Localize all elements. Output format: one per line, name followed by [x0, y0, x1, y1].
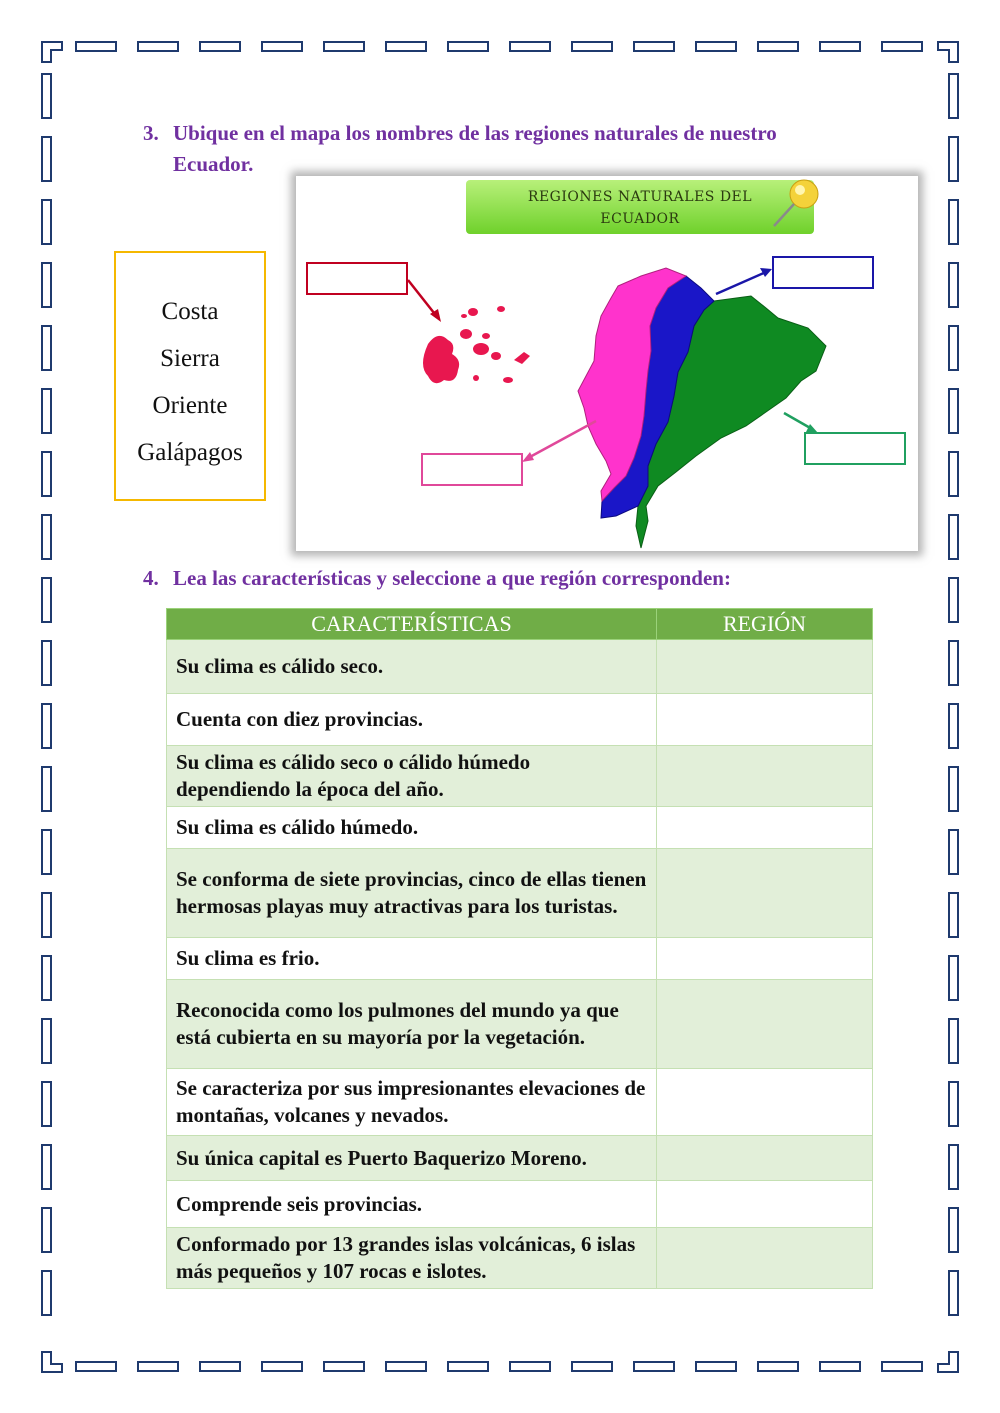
characteristic-cell: Reconocida como los pulmones del mundo ya que está cubierta en su mayoría por la vegetación. [167, 980, 657, 1069]
table-row [167, 1069, 873, 1136]
border-dash [949, 326, 958, 370]
region-answer-cell[interactable] [657, 1069, 873, 1136]
characteristic-cell: Su clima es cálido seco. [167, 640, 657, 694]
border-dash [262, 42, 302, 51]
border-dash [949, 830, 958, 874]
table-row [167, 1136, 873, 1181]
border-dash [634, 1362, 674, 1371]
question-text: Lea las características y seleccione a que región corresponden: [173, 566, 731, 590]
border-corner [938, 42, 958, 62]
border-dash [42, 1271, 51, 1315]
border-dash [42, 74, 51, 118]
border-dash [42, 1019, 51, 1063]
border-dash [42, 830, 51, 874]
border-dash [820, 1362, 860, 1371]
border-dash [42, 1145, 51, 1189]
border-dash [820, 42, 860, 51]
border-dash [696, 1362, 736, 1371]
border-dash [696, 42, 736, 51]
question-text-line1: Ubique en el mapa los nombres de las regiones naturales de nuestro [173, 121, 777, 145]
border-dash [949, 956, 958, 1000]
table-row [167, 640, 873, 694]
border-dash [634, 42, 674, 51]
word-sierra[interactable]: Sierra [160, 345, 220, 372]
border-dash [138, 42, 178, 51]
border-corner [42, 42, 62, 62]
table-row [167, 1181, 873, 1228]
border-dash [510, 42, 550, 51]
table-row [167, 980, 873, 1069]
border-dash [949, 515, 958, 559]
border-dash [200, 1362, 240, 1371]
border-dash [510, 1362, 550, 1371]
border-dash [949, 704, 958, 748]
table-row [167, 746, 873, 807]
border-dash [138, 1362, 178, 1371]
region-answer-cell[interactable] [657, 694, 873, 746]
border-dash [949, 137, 958, 181]
border-dash [42, 956, 51, 1000]
map-title-line1: REGIONES NATURALES DEL [527, 189, 753, 205]
table-row [167, 1228, 873, 1289]
sierra-label-box[interactable] [773, 257, 873, 288]
border-dash [42, 893, 51, 937]
border-dash [572, 1362, 612, 1371]
border-dash [324, 1362, 364, 1371]
border-dash [42, 137, 51, 181]
characteristic-cell: Su clima es frio. [167, 938, 657, 980]
border-dash [758, 1362, 798, 1371]
characteristic-cell: Comprende seis provincias. [167, 1181, 657, 1228]
border-dash [42, 200, 51, 244]
characteristic-cell: Conformado por 13 grandes islas volcánicas, 6 islas más pequeños y 107 rocas e islotes. [167, 1228, 657, 1289]
border-dash [386, 42, 426, 51]
border-dash [200, 42, 240, 51]
border-dash [949, 578, 958, 622]
border-dash [949, 1145, 958, 1189]
word-galapagos[interactable]: Galápagos [137, 439, 243, 466]
map-title-banner [466, 180, 814, 234]
characteristics-table [166, 608, 873, 1289]
region-answer-cell[interactable] [657, 640, 873, 694]
border-dash [42, 767, 51, 811]
region-answer-cell[interactable] [657, 849, 873, 938]
question-4 [143, 563, 883, 595]
border-dash [949, 263, 958, 307]
border-dash [949, 389, 958, 433]
border-dash [949, 893, 958, 937]
galapagos-label-box[interactable] [307, 263, 407, 294]
word-bank [114, 251, 266, 501]
region-answer-cell[interactable] [657, 1136, 873, 1181]
border-dash [42, 263, 51, 307]
border-dash [42, 704, 51, 748]
border-dash [42, 515, 51, 559]
border-dash [949, 74, 958, 118]
border-dash [42, 641, 51, 685]
border-dash [949, 767, 958, 811]
border-dash [572, 42, 612, 51]
border-dash [949, 1208, 958, 1252]
border-dash [386, 1362, 426, 1371]
header-region: REGIÓN [657, 609, 873, 640]
border-dash [949, 1019, 958, 1063]
characteristic-cell: Su clima es cálido seco o cálido húmedo dependiendo la época del año. [167, 746, 657, 807]
border-dash [42, 1208, 51, 1252]
table-row [167, 849, 873, 938]
characteristic-cell: Cuenta con diez provincias. [167, 694, 657, 746]
border-dash [76, 1362, 116, 1371]
border-dash [42, 1082, 51, 1126]
border-dash [324, 42, 364, 51]
question-text-line2: Ecuador. [173, 152, 254, 176]
border-dash [758, 42, 798, 51]
region-answer-cell[interactable] [657, 746, 873, 807]
characteristic-cell: Su clima es cálido húmedo. [167, 807, 657, 849]
region-answer-cell[interactable] [657, 807, 873, 849]
question-number: 3. [143, 121, 159, 145]
region-answer-cell[interactable] [657, 1228, 873, 1289]
border-corner [42, 1352, 62, 1372]
border-dash [42, 452, 51, 496]
border-dash [882, 42, 922, 51]
border-dash [949, 1271, 958, 1315]
border-dash [42, 326, 51, 370]
border-corner [938, 1352, 958, 1372]
border-dash [448, 1362, 488, 1371]
region-answer-cell[interactable] [657, 1181, 873, 1228]
table-row [167, 807, 873, 849]
ecuador-regions-map [296, 176, 918, 551]
border-dash [949, 200, 958, 244]
characteristic-cell: Su única capital es Puerto Baquerizo Moreno. [167, 1136, 657, 1181]
table-row [167, 938, 873, 980]
border-dash [42, 578, 51, 622]
region-answer-cell[interactable] [657, 938, 873, 980]
border-dash [448, 42, 488, 51]
pushpin-icon [770, 176, 830, 236]
border-dash [949, 641, 958, 685]
costa-label-box[interactable] [422, 454, 522, 485]
question-3 [143, 118, 883, 182]
map-title-line2: ECUADOR [600, 211, 680, 227]
border-dash [949, 1082, 958, 1126]
border-dash [76, 42, 116, 51]
characteristic-cell: Se caracteriza por sus impresionantes elevaciones de montañas, volcanes y nevados. [167, 1069, 657, 1136]
word-costa[interactable]: Costa [161, 298, 219, 325]
header-caracteristicas: CARACTERÍSTICAS [167, 609, 657, 640]
region-answer-cell[interactable] [657, 980, 873, 1069]
table-row [167, 694, 873, 746]
border-dash [42, 389, 51, 433]
border-dash [262, 1362, 302, 1371]
characteristic-cell: Se conforma de siete provincias, cinco de ellas tienen hermosas playas muy atractivas para los turistas. [167, 849, 657, 938]
question-number: 4. [143, 566, 159, 590]
border-dash [882, 1362, 922, 1371]
word-oriente[interactable]: Oriente [152, 392, 228, 419]
border-dash [949, 452, 958, 496]
oriente-label-box[interactable] [805, 433, 905, 464]
